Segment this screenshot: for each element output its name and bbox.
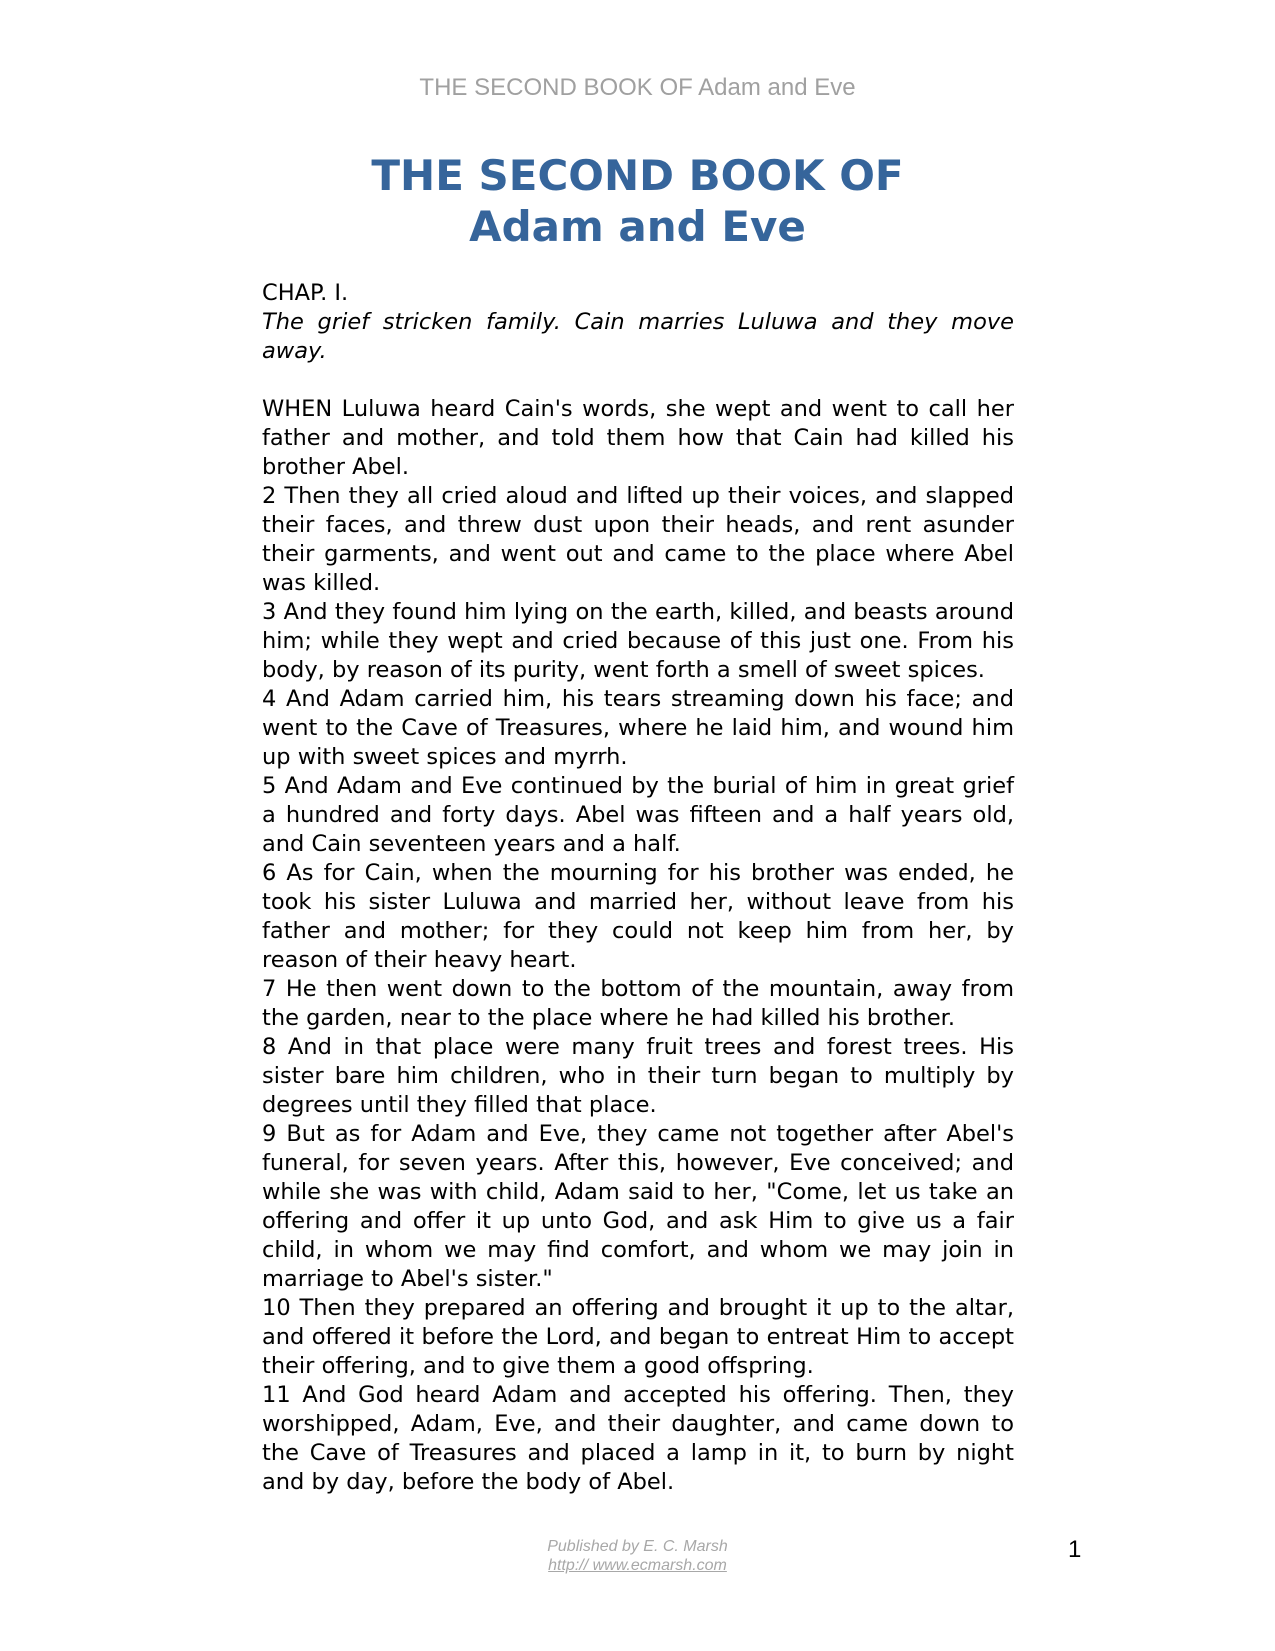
verse-2: 2 Then they all cried aloud and lifted up their voices, and slapped their faces, and threw dust upon their heads, and rent asunder their garments, and went out and came to the place where Abel was killed. xyxy=(262,483,1014,596)
book-title xyxy=(0,150,1275,252)
verse-6: 6 As for Cain, when the mourning for his brother was ended, he took his sister Luluwa and married her, without leave from his father and mother; for they could not keep him from her, by reason of their heavy heart. xyxy=(262,860,1014,973)
paragraph-spacer xyxy=(262,366,1014,395)
publisher-footer xyxy=(0,1537,1275,1575)
publisher-credit: Published by E. C. Marsh xyxy=(547,1538,728,1555)
verse-10: 10 Then they prepared an offering and brought it up to the altar, and offered it before the Lord, and began to entreat Him to accept their offering, and to give them a good offspring. xyxy=(262,1295,1014,1379)
page-number: 1 xyxy=(1068,1536,1082,1563)
book-title-line-1: THE SECOND BOOK OF xyxy=(371,151,904,200)
running-header: THE SECOND BOOK OF Adam and Eve xyxy=(419,74,856,101)
verse-4: 4 And Adam carried him, his tears streaming down his face; and went to the Cave of Treasures, where he laid him, and wound him up with sweet spices and myrrh. xyxy=(262,686,1014,770)
chapter-heading: CHAP. I. xyxy=(262,280,349,306)
publisher-link[interactable]: http:// www.ecmarsh.com xyxy=(548,1557,727,1574)
verse-3: 3 And they found him lying on the earth, killed, and beasts around him; while they wept and cried because of this just one. From his body, by reason of its purity, went forth a smell of sweet spices. xyxy=(262,599,1014,683)
chapter-content xyxy=(262,279,1014,1497)
verse-11: 11 And God heard Adam and accepted his offering. Then, they worshipped, Adam, Eve, and their daughter, and came down to the Cave of Treasures and placed a lamp in it, to burn by night and by day, before the body of Abel. xyxy=(262,1382,1014,1495)
verse-8: 8 And in that place were many fruit trees and forest trees. His sister bare him children, who in their turn began to multiply by degrees until they filled that place. xyxy=(262,1034,1014,1118)
verse-5: 5 And Adam and Eve continued by the burial of him in great grief a hundred and forty days. Abel was fifteen and a half years old, and Cain seventeen years and a half. xyxy=(262,773,1014,857)
verse-7: 7 He then went down to the bottom of the mountain, away from the garden, near to the place where he had killed his brother. xyxy=(262,976,1014,1031)
verse-1: WHEN Luluwa heard Cain's words, she wept and went to call her father and mother, and told them how that Cain had killed his brother Abel. xyxy=(262,396,1014,480)
book-title-line-2: Adam and Eve xyxy=(469,202,806,251)
verse-9: 9 But as for Adam and Eve, they came not together after Abel's funeral, for seven years. After this, however, Eve conceived; and while she was with child, Adam said to her, "Come, let us take an offering and offer it up unto God, and ask Him to give us a fair child, in whom we may find comfort, and whom we may join in marriage to Abel's sister." xyxy=(262,1121,1014,1292)
chapter-subtitle: The grief stricken family. Cain marries Luluwa and they move away. xyxy=(262,309,1014,364)
